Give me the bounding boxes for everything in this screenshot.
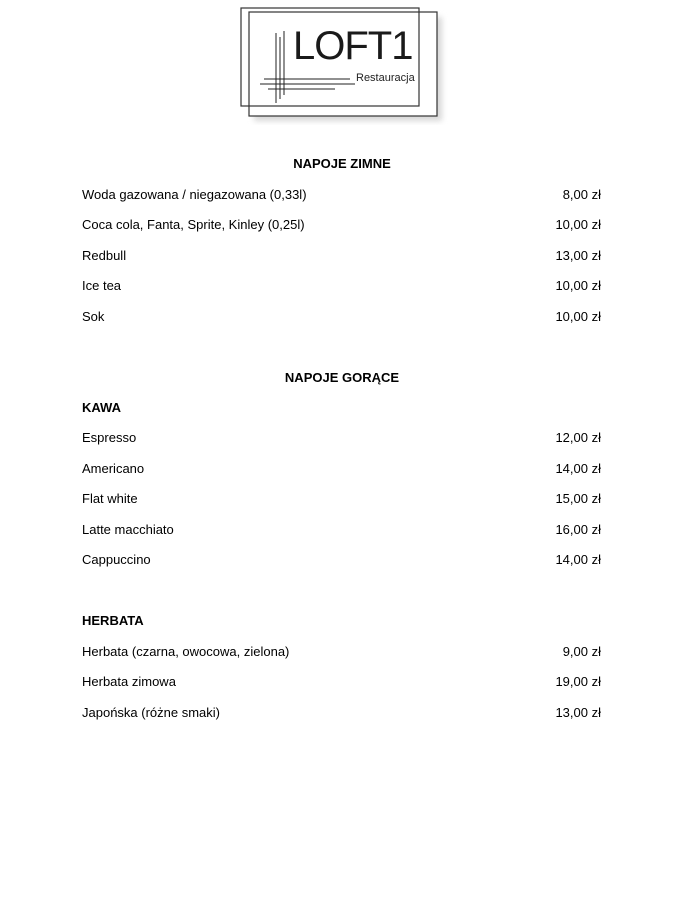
item-name: Herbata zimowa xyxy=(82,674,176,689)
section-title-hot-drinks: NAPOJE GORĄCE xyxy=(284,370,400,385)
item-price: 10,00 zł xyxy=(555,217,601,232)
item-price: 10,00 zł xyxy=(555,309,601,324)
subheading-coffee: KAWA xyxy=(82,400,121,415)
section-title-cold-drinks: NAPOJE ZIMNE xyxy=(293,156,391,171)
item-name: Ice tea xyxy=(82,278,122,293)
menu-item xyxy=(82,309,601,325)
menu-item xyxy=(82,491,601,507)
item-price: 13,00 zł xyxy=(555,705,601,720)
menu-item xyxy=(82,187,601,203)
logo-name: LOFT1 xyxy=(293,24,413,68)
menu-item xyxy=(82,522,601,538)
item-name: Redbull xyxy=(82,248,127,263)
item-price: 9,00 zł xyxy=(562,644,601,659)
menu-item xyxy=(82,644,601,660)
item-price: 10,00 zł xyxy=(555,278,601,293)
item-price: 16,00 zł xyxy=(555,522,601,537)
item-name: Americano xyxy=(82,461,145,476)
item-name: Herbata (czarna, owocowa, zielona) xyxy=(82,644,290,659)
item-price: 12,00 zł xyxy=(555,430,601,445)
menu-item xyxy=(82,248,601,264)
restaurant-logo xyxy=(240,7,448,125)
subheading-tea: HERBATA xyxy=(82,613,144,628)
menu-item xyxy=(82,217,601,233)
item-name: Coca cola, Fanta, Sprite, Kinley (0,25l) xyxy=(82,217,305,232)
item-name: Sok xyxy=(82,309,105,324)
logo-subtitle: Restauracja xyxy=(356,72,415,84)
item-name: Japońska (różne smaki) xyxy=(82,705,220,720)
menu-item xyxy=(82,278,601,294)
item-name: Espresso xyxy=(82,430,137,445)
menu-item xyxy=(82,705,601,721)
item-name: Woda gazowana / niegazowana (0,33l) xyxy=(82,187,307,202)
item-name: Cappuccino xyxy=(82,552,151,567)
item-price: 13,00 zł xyxy=(555,248,601,263)
item-name: Latte macchiato xyxy=(82,522,174,537)
item-price: 14,00 zł xyxy=(555,552,601,567)
menu-item xyxy=(82,461,601,477)
menu-item xyxy=(82,552,601,568)
menu-item xyxy=(82,674,601,690)
item-price: 8,00 zł xyxy=(562,187,601,202)
item-price: 14,00 zł xyxy=(555,461,601,476)
item-price: 15,00 zł xyxy=(555,491,601,506)
menu-item xyxy=(82,430,601,446)
item-name: Flat white xyxy=(82,491,138,506)
item-price: 19,00 zł xyxy=(555,674,601,689)
